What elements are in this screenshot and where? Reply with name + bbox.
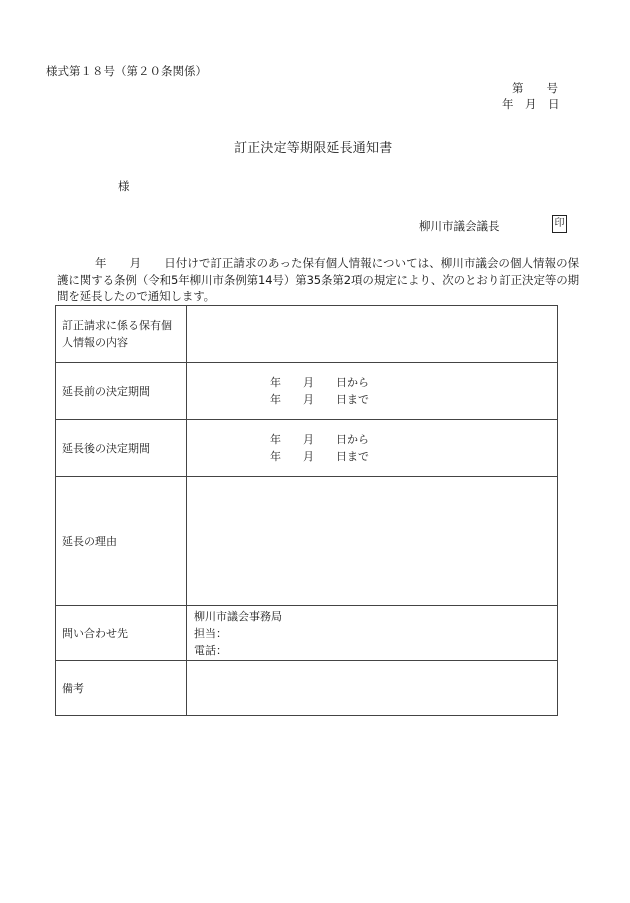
seal-stamp-box: 印 [552, 215, 567, 233]
period-to: 年 月 日まで [270, 393, 369, 406]
document-date: 年 月 日 [502, 97, 560, 111]
row-label-before-period: 延長前の決定期間 [56, 363, 187, 420]
contact-office: 柳川市議会事務局 [194, 609, 282, 623]
table-row [56, 363, 558, 420]
period-from: 年 月 日から [270, 376, 369, 389]
table-row [56, 661, 558, 716]
form-number: 様式第１８号（第２０条関係） [46, 64, 207, 78]
table-row [56, 306, 558, 363]
row-label-line: 訂正請求に係る保有個 [62, 319, 172, 332]
remarks-field[interactable] [187, 661, 558, 716]
contact-field[interactable] [187, 606, 558, 661]
row-label-remarks: 備考 [56, 661, 187, 716]
table-row [56, 420, 558, 477]
table-row [56, 477, 558, 606]
contact-phone: 電話： [194, 643, 227, 657]
contact-person: 担当： [194, 626, 227, 640]
notice-info-table [55, 305, 558, 716]
sender-name: 柳川市議会議長 [419, 219, 500, 233]
table-row [56, 606, 558, 661]
row-label-line: 人情報の内容 [62, 336, 128, 349]
before-period-field[interactable] [187, 363, 558, 420]
document-title: 訂正決定等期限延長通知書 [234, 141, 393, 156]
row-label-extension-reason: 延長の理由 [56, 477, 187, 606]
period-from: 年 月 日から [270, 433, 369, 446]
notice-body-text: 年 月 日付けで訂正請求のあった保有個人情報については、柳川市議会の個人情報の保護に関する条例（令和5年柳川市条例第14号）第35条第2項の規定により、次のとおり訂正決定等の期間を延長したので通知します。 [57, 256, 579, 303]
row-label-after-period: 延長後の決定期間 [56, 420, 187, 477]
document-number: 第 号 [512, 81, 558, 95]
addressee-honorific: 様 [118, 179, 130, 193]
info-content-field[interactable] [187, 306, 558, 363]
row-label-info-content [56, 306, 187, 363]
after-period-field[interactable] [187, 420, 558, 477]
period-to: 年 月 日まで [270, 450, 369, 463]
row-label-contact: 問い合わせ先 [56, 606, 187, 661]
extension-reason-field[interactable] [187, 477, 558, 606]
